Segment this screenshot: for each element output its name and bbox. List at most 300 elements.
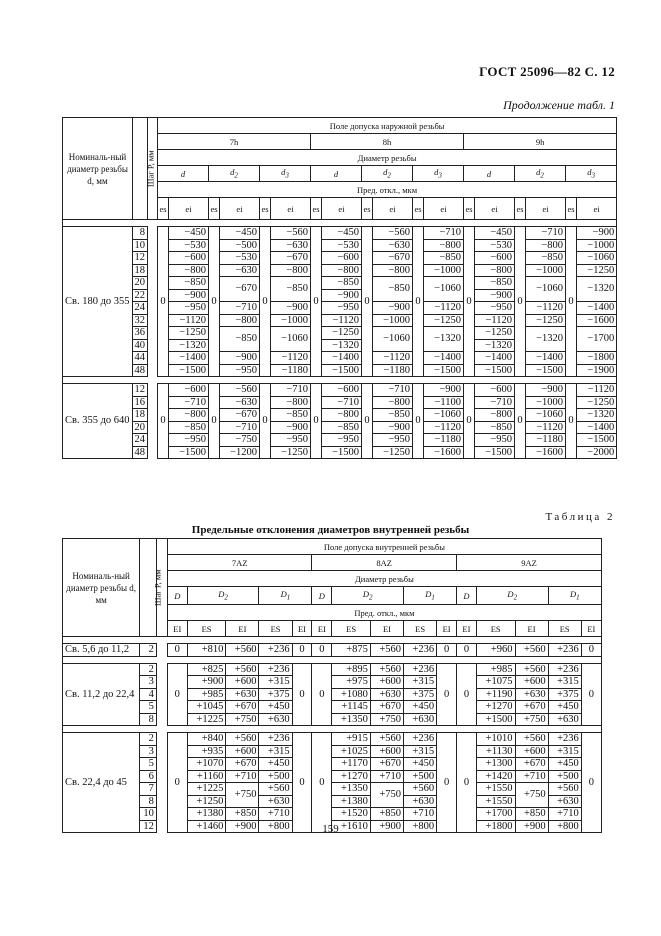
deviation-value: +1190 xyxy=(476,688,515,701)
t2-col-D1: $D_1$ xyxy=(404,587,457,605)
ei-value: −1320 xyxy=(322,339,362,352)
deviation-value: +1225 xyxy=(187,713,226,726)
deviation-value: +236 xyxy=(548,644,581,657)
ei-value: −1060 xyxy=(526,409,566,422)
D-EI-zero: 0 xyxy=(312,733,332,833)
table-row xyxy=(63,745,602,758)
ei-value: −950 xyxy=(169,434,209,447)
deviation-value: +315 xyxy=(259,745,292,758)
ei-value: −800 xyxy=(169,264,209,277)
deviation-value: +1520 xyxy=(332,808,371,821)
ei-value: −1320 xyxy=(475,339,515,352)
table-row xyxy=(63,252,617,265)
field-9AZ: 9AZ xyxy=(457,555,602,571)
ei-value: −600 xyxy=(322,252,362,265)
ei-value: −2000 xyxy=(577,446,617,459)
table-row xyxy=(63,277,617,290)
ei-value: −1400 xyxy=(577,302,617,315)
ei-value: −1120 xyxy=(526,302,566,315)
t2-EI-header: EI xyxy=(167,621,187,637)
D-EI-zero: 0 xyxy=(312,663,332,726)
table-row xyxy=(63,421,617,434)
deviation-value: +560 xyxy=(370,644,403,657)
ei-value: −800 xyxy=(271,264,311,277)
ei-value: −1060 xyxy=(526,277,566,302)
es-zero: 0 xyxy=(158,227,169,377)
ei-value: −900 xyxy=(373,302,413,315)
deviation-value: +315 xyxy=(259,676,292,689)
deviation-value: +670 xyxy=(370,701,403,714)
table-row xyxy=(63,783,602,796)
deviation-value: +935 xyxy=(187,745,226,758)
deviation-value: +900 xyxy=(370,820,403,833)
deviation-value: +800 xyxy=(259,820,292,833)
deviation-value: +1610 xyxy=(332,820,371,833)
es-zero: 0 xyxy=(464,227,475,377)
ei-value: −1400 xyxy=(424,352,464,365)
deviation-value: +1270 xyxy=(332,770,371,783)
D1-EI-zero: 0 xyxy=(437,733,457,833)
deviation-value: +600 xyxy=(226,676,259,689)
deviation-value: +850 xyxy=(370,808,403,821)
t2-col-D2: $D_2$ xyxy=(187,587,259,605)
row-group-label: Св. 22,4 до 45 xyxy=(63,733,140,833)
ei-value: −850 xyxy=(475,421,515,434)
ei-value: −600 xyxy=(475,384,515,397)
table-row xyxy=(63,384,617,397)
ei-value: −850 xyxy=(373,409,413,422)
ei-value: −1120 xyxy=(526,421,566,434)
ei-value: −710 xyxy=(424,227,464,240)
row-group-label: Св. 355 до 640 xyxy=(63,384,133,459)
ei-value: −750 xyxy=(220,434,260,447)
deviation-value: +1070 xyxy=(187,758,226,771)
deviation-value: +560 xyxy=(259,783,292,796)
ei-value: −900 xyxy=(271,302,311,315)
ei-value: −1400 xyxy=(475,352,515,365)
es-zero: 0 xyxy=(515,227,526,377)
t1-es-header: es xyxy=(362,198,373,220)
ei-value: −950 xyxy=(373,434,413,447)
ei-value: −1250 xyxy=(577,396,617,409)
deviation-value: +600 xyxy=(370,745,403,758)
pitch-value: 12 xyxy=(133,252,148,265)
table-row xyxy=(63,713,602,726)
t1-col-d2: $d_2$ xyxy=(362,166,413,182)
D-EI-zero: 0 xyxy=(457,663,477,726)
deviation-value: +960 xyxy=(476,644,515,657)
deviation-value: +375 xyxy=(404,688,437,701)
ei-value: −1000 xyxy=(577,239,617,252)
deviation-value: +1080 xyxy=(332,688,371,701)
t2-ES-header: ES xyxy=(476,621,515,637)
deviation-value: +710 xyxy=(548,808,581,821)
deviation-value: +315 xyxy=(404,745,437,758)
ei-value: −1120 xyxy=(322,314,362,327)
deviation-value: +600 xyxy=(226,745,259,758)
ei-value: −1600 xyxy=(424,446,464,459)
table-row xyxy=(63,808,602,821)
t2-EI-header: EI xyxy=(457,621,477,637)
deviation-value: +560 xyxy=(404,783,437,796)
pitch-value: 24 xyxy=(133,302,148,315)
ei-value: −1120 xyxy=(424,302,464,315)
ei-value: −1000 xyxy=(526,264,566,277)
D-EI-zero: 0 xyxy=(312,644,332,657)
ei-value: −1700 xyxy=(577,327,617,352)
deviation-value: +1045 xyxy=(187,701,226,714)
D1-EI-zero: 0 xyxy=(581,733,601,833)
ei-value: −1900 xyxy=(577,364,617,377)
ei-value: −1120 xyxy=(271,352,311,365)
ei-value: −710 xyxy=(322,396,362,409)
deviation-value: +825 xyxy=(187,663,226,676)
t1-ei-header: ei xyxy=(373,198,413,220)
field-8h: 8h xyxy=(311,134,464,150)
ei-value: −1500 xyxy=(475,364,515,377)
deviation-value: +670 xyxy=(515,701,548,714)
ei-value: −1250 xyxy=(373,446,413,459)
t1-ei-header: ei xyxy=(220,198,260,220)
diameter-header: Диаметр резьбы xyxy=(158,150,617,166)
ei-value: −1060 xyxy=(577,252,617,265)
deviation-value: +900 xyxy=(515,820,548,833)
deviation-value: +560 xyxy=(226,663,259,676)
deviation-value: +500 xyxy=(548,770,581,783)
t1-es-header: es xyxy=(413,198,424,220)
pitch-value: 40 xyxy=(133,339,148,352)
t2-EI-header: EI xyxy=(312,621,332,637)
pitch-value: 48 xyxy=(133,364,148,377)
pitch-header: Шаг P, мм xyxy=(133,118,148,220)
ei-value: −1800 xyxy=(577,352,617,365)
ei-value: −530 xyxy=(322,239,362,252)
t2-col-D: D xyxy=(457,587,477,605)
table-row xyxy=(63,446,617,459)
ei-value: −1320 xyxy=(424,327,464,352)
pitch-value: 18 xyxy=(133,264,148,277)
deviation-value: +750 xyxy=(515,783,548,808)
ei-value: −950 xyxy=(322,434,362,447)
pitch-value: 8 xyxy=(133,227,148,240)
t1-es-header: es xyxy=(311,198,322,220)
ei-value: −850 xyxy=(271,409,311,422)
ei-value: −630 xyxy=(220,264,260,277)
deviation-value: +315 xyxy=(548,676,581,689)
ei-value: −1060 xyxy=(424,409,464,422)
table-row xyxy=(63,314,617,327)
deviation-value: +710 xyxy=(404,808,437,821)
deviation-value: +915 xyxy=(332,733,371,746)
D-EI-zero: 0 xyxy=(457,733,477,833)
ei-value: −670 xyxy=(373,252,413,265)
deviation-value: +900 xyxy=(226,820,259,833)
page-number: 159 xyxy=(322,823,339,835)
deviation-value: +875 xyxy=(332,644,371,657)
deviation-value: +630 xyxy=(259,795,292,808)
ei-value: −710 xyxy=(169,396,209,409)
table-2-title: Предельные отклонения диаметров внутренней резьбы xyxy=(191,524,470,536)
deviation-value: +315 xyxy=(548,745,581,758)
D1-EI-zero: 0 xyxy=(292,663,312,726)
deviation-value: +810 xyxy=(187,644,226,657)
deviation-value: +900 xyxy=(187,676,226,689)
table-2-internal-thread xyxy=(62,538,602,833)
ei-value: −950 xyxy=(322,302,362,315)
ei-value: −1250 xyxy=(577,264,617,277)
ei-value: −850 xyxy=(220,327,260,352)
deviation-value: +630 xyxy=(226,688,259,701)
ei-value: −1400 xyxy=(577,421,617,434)
table-row xyxy=(63,701,602,714)
ei-value: −900 xyxy=(475,289,515,302)
ei-value: −1060 xyxy=(271,327,311,352)
ei-value: −1500 xyxy=(169,364,209,377)
deviation-value: +630 xyxy=(548,795,581,808)
table-row xyxy=(63,733,602,746)
deviation-value: +750 xyxy=(226,713,259,726)
deviation-value: +236 xyxy=(259,663,292,676)
deviation-value: +1170 xyxy=(332,758,371,771)
deviation-value: +560 xyxy=(515,663,548,676)
t1-es-header: es xyxy=(566,198,577,220)
ei-value: −1000 xyxy=(271,314,311,327)
deviation-value: +670 xyxy=(370,758,403,771)
deviation-value: +450 xyxy=(259,758,292,771)
ei-value: −1120 xyxy=(169,314,209,327)
deviation-value: +1550 xyxy=(476,783,515,796)
ei-value: −850 xyxy=(322,277,362,290)
ei-value: −450 xyxy=(169,227,209,240)
field-8AZ: 8AZ xyxy=(312,555,457,571)
pitch-header-2: Шаг P, мм xyxy=(140,539,157,637)
t1-col-d: d xyxy=(311,166,362,182)
deviation-value: +800 xyxy=(404,820,437,833)
deviation-value: +450 xyxy=(548,701,581,714)
pitch-value: 8 xyxy=(140,713,157,726)
ei-value: −850 xyxy=(475,277,515,290)
t2-col-D1: $D_1$ xyxy=(259,587,312,605)
D1-EI-zero: 0 xyxy=(581,644,601,657)
t1-es-header: es xyxy=(464,198,475,220)
ei-value: −630 xyxy=(373,239,413,252)
pitch-value: 22 xyxy=(133,289,148,302)
deviation-value: +1145 xyxy=(332,701,371,714)
deviation-value: +670 xyxy=(515,758,548,771)
ei-value: −1120 xyxy=(424,421,464,434)
deviation-value: +560 xyxy=(226,733,259,746)
pitch-value: 4 xyxy=(140,688,157,701)
ei-value: −800 xyxy=(271,396,311,409)
t2-EI-header: EI xyxy=(437,621,457,637)
deviation-value: +1225 xyxy=(187,783,226,796)
pitch-value: 7 xyxy=(140,783,157,796)
table-row xyxy=(63,239,617,252)
ei-value: −1500 xyxy=(322,364,362,377)
ei-value: −850 xyxy=(271,277,311,302)
deviation-value: +500 xyxy=(404,770,437,783)
pitch-value: 12 xyxy=(133,384,148,397)
ei-value: −800 xyxy=(373,396,413,409)
deviation-value: +1270 xyxy=(476,701,515,714)
deviation-value: +895 xyxy=(332,663,371,676)
table-2-number: Таблица 2 xyxy=(545,511,615,523)
deviation-header: Пред. откл., мкм xyxy=(158,182,617,198)
deviation-value: +750 xyxy=(226,783,259,808)
ei-value: −800 xyxy=(373,264,413,277)
pitch-value: 3 xyxy=(140,745,157,758)
table-row xyxy=(63,409,617,422)
pitch-value: 2 xyxy=(140,663,157,676)
deviation-value: +630 xyxy=(548,713,581,726)
ei-value: −800 xyxy=(322,264,362,277)
t1-es-header: es xyxy=(515,198,526,220)
D1-EI-zero: 0 xyxy=(292,644,312,657)
ei-value: −1320 xyxy=(526,327,566,352)
deviation-value: +1350 xyxy=(332,783,371,796)
ei-value: −1320 xyxy=(577,409,617,422)
t1-ei-header: ei xyxy=(577,198,617,220)
ei-value: −850 xyxy=(322,421,362,434)
deviation-value: +1025 xyxy=(332,745,371,758)
ei-value: −560 xyxy=(373,227,413,240)
deviation-value: +375 xyxy=(548,688,581,701)
ei-value: −1250 xyxy=(424,314,464,327)
deviation-value: +375 xyxy=(259,688,292,701)
ei-value: −600 xyxy=(475,252,515,265)
ei-value: −1250 xyxy=(271,446,311,459)
pitch-value: 16 xyxy=(133,396,148,409)
ei-value: −710 xyxy=(220,302,260,315)
es-zero: 0 xyxy=(566,227,577,377)
deviation-value: +975 xyxy=(332,676,371,689)
pitch-value: 6 xyxy=(140,770,157,783)
ei-value: −1400 xyxy=(169,352,209,365)
es-zero: 0 xyxy=(209,384,220,459)
t2-EI-header: EI xyxy=(370,621,403,637)
deviation-value: +710 xyxy=(226,770,259,783)
deviation-value: +710 xyxy=(370,770,403,783)
ei-value: −900 xyxy=(373,421,413,434)
table-1-external-thread xyxy=(62,117,617,459)
t1-col-d: d xyxy=(158,166,209,182)
deviation-value: +1350 xyxy=(332,713,371,726)
t1-ei-header: ei xyxy=(271,198,311,220)
pitch-value: 44 xyxy=(133,352,148,365)
es-zero: 0 xyxy=(515,384,526,459)
es-zero: 0 xyxy=(464,384,475,459)
ei-value: −800 xyxy=(220,314,260,327)
pitch-value: 20 xyxy=(133,421,148,434)
t1-ei-header: ei xyxy=(475,198,515,220)
ei-value: −1120 xyxy=(475,314,515,327)
pitch-value: 2 xyxy=(140,733,157,746)
t1-col-d3: $d_3$ xyxy=(566,166,617,182)
deviation-value: +236 xyxy=(404,733,437,746)
ei-value: −950 xyxy=(271,434,311,447)
t1-ei-header: ei xyxy=(526,198,566,220)
tolerance-field-header: Поле допуска наружной резьбы xyxy=(158,118,617,134)
ei-value: −950 xyxy=(169,302,209,315)
pitch-value: 20 xyxy=(133,277,148,290)
table-row xyxy=(63,396,617,409)
deviation-value: +1250 xyxy=(187,795,226,808)
row-group-label: Св. 180 до 355 xyxy=(63,227,133,377)
deviation-value: +600 xyxy=(515,676,548,689)
ei-value: −450 xyxy=(475,227,515,240)
t2-col-D2: $D_2$ xyxy=(476,587,548,605)
document-header: ГОСТ 25096—82 С. 12 xyxy=(479,64,615,79)
table-row xyxy=(63,364,617,377)
pitch-value: 2 xyxy=(140,644,157,657)
deviation-value: +560 xyxy=(370,663,403,676)
t1-col-d: d xyxy=(464,166,515,182)
deviation-value: +236 xyxy=(259,644,292,657)
deviation-value: +1700 xyxy=(476,808,515,821)
ei-value: −800 xyxy=(169,409,209,422)
ei-value: −710 xyxy=(373,384,413,397)
field-7h: 7h xyxy=(158,134,311,150)
ei-value: −1180 xyxy=(526,434,566,447)
deviation-value: +630 xyxy=(259,713,292,726)
t2-col-D: D xyxy=(167,587,187,605)
t2-EI-header: EI xyxy=(515,621,548,637)
ei-value: −560 xyxy=(271,227,311,240)
D1-EI-zero: 0 xyxy=(292,733,312,833)
diameter-header-2: Диаметр резьбы xyxy=(167,571,601,587)
ei-value: −1120 xyxy=(373,352,413,365)
ei-value: −950 xyxy=(220,364,260,377)
deviation-value: +560 xyxy=(515,733,548,746)
ei-value: −850 xyxy=(373,277,413,302)
pitch-value: 18 xyxy=(133,409,148,422)
ei-value: −1250 xyxy=(322,327,362,340)
deviation-value: +1380 xyxy=(187,808,226,821)
t1-ei-header: ei xyxy=(322,198,362,220)
ei-value: −1060 xyxy=(373,327,413,352)
deviation-value: +450 xyxy=(404,758,437,771)
deviation-value: +236 xyxy=(404,663,437,676)
ei-value: −500 xyxy=(220,239,260,252)
deviation-value: +985 xyxy=(187,688,226,701)
t1-col-d3: $d_3$ xyxy=(413,166,464,182)
es-zero: 0 xyxy=(260,227,271,377)
t2-EI-header: EI xyxy=(581,621,601,637)
t2-EI-header: EI xyxy=(292,621,312,637)
deviation-value: +710 xyxy=(259,808,292,821)
deviation-value: +1550 xyxy=(476,795,515,808)
ei-value: −1000 xyxy=(373,314,413,327)
table-row xyxy=(63,688,602,701)
ei-value: −1400 xyxy=(322,352,362,365)
deviation-value: +850 xyxy=(515,808,548,821)
table-row xyxy=(63,302,617,315)
ei-value: −1320 xyxy=(577,277,617,302)
pitch-value: 10 xyxy=(140,808,157,821)
deviation-value: +850 xyxy=(226,808,259,821)
t2-ES-header: ES xyxy=(187,621,226,637)
D-EI-zero: 0 xyxy=(457,644,477,657)
t1-es-header: es xyxy=(260,198,271,220)
pitch-value: 8 xyxy=(140,795,157,808)
deviation-value: +1420 xyxy=(476,770,515,783)
t2-col-D1: $D_1$ xyxy=(548,587,601,605)
deviation-value: +840 xyxy=(187,733,226,746)
ei-value: −850 xyxy=(169,277,209,290)
ei-value: −900 xyxy=(322,289,362,302)
deviation-value: +600 xyxy=(515,745,548,758)
t1-col-d3: $d_3$ xyxy=(260,166,311,182)
